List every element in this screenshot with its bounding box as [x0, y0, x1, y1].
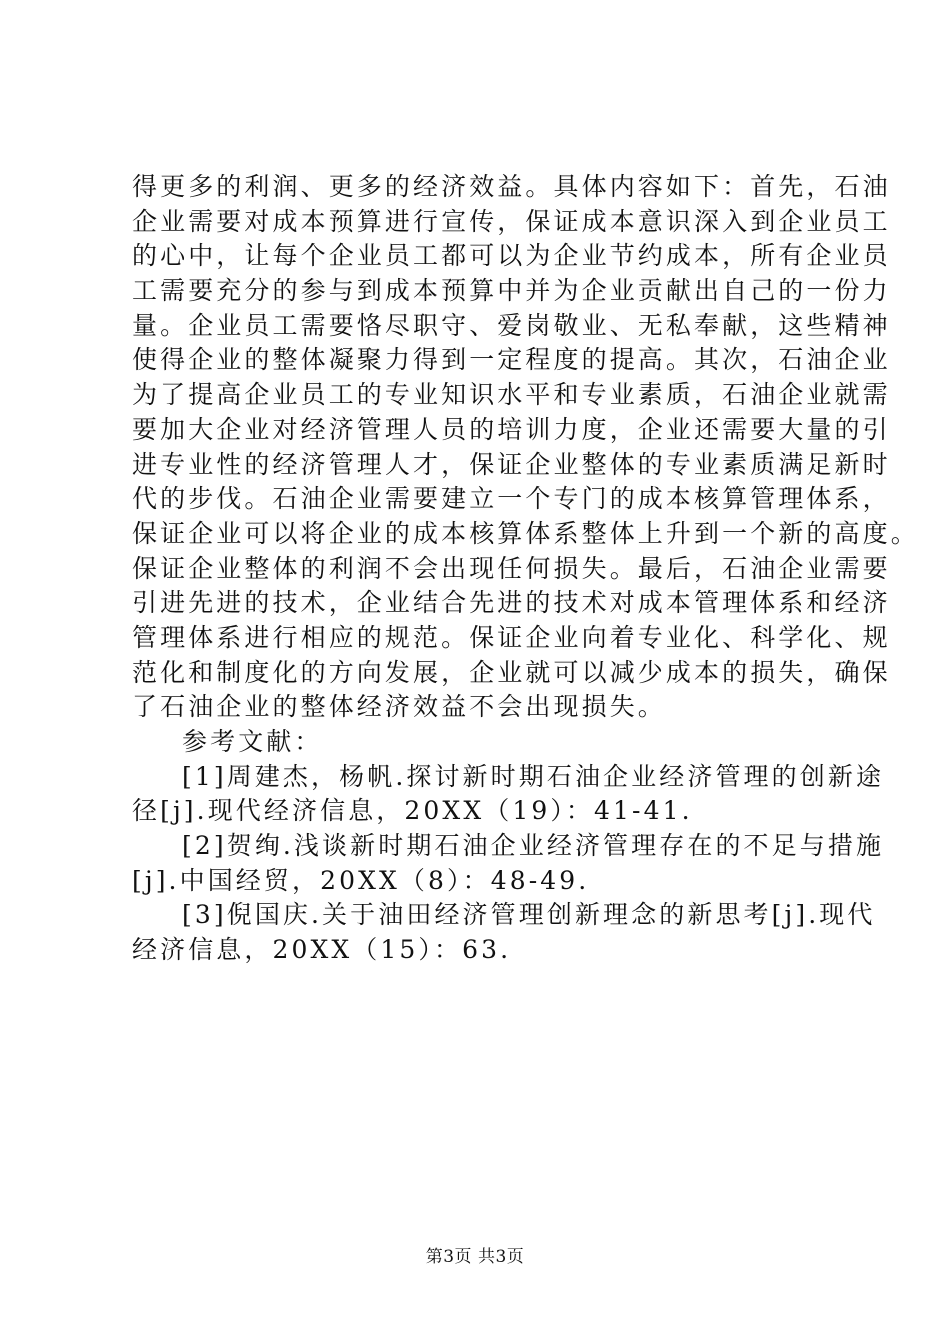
body-line: 为了提高企业员工的专业知识水平和专业素质，石油企业就需 [132, 380, 891, 410]
body-line: 保证企业整体的利润不会出现任何损失。最后，石油企业需要 [132, 553, 891, 583]
references-heading: 参考文献： [182, 727, 323, 756]
body-text [132, 170, 919, 968]
reference-item-2-line-2: [j].中国经贸，20XX（8）：48-49. [132, 865, 590, 895]
body-line: 企业需要对成本预算进行宣传，保证成本意识深入到企业员工 [132, 206, 891, 236]
body-line: 进专业性的经济管理人才，保证企业整体的专业素质满足新时 [132, 449, 891, 479]
body-line: 代的步伐。石油企业需要建立一个专门的成本核算管理体系， [132, 484, 891, 514]
body-line: 得更多的利润、更多的经济效益。具体内容如下：首先，石油 [132, 172, 891, 201]
body-line: 了石油企业的整体经济效益不会出现损失。 [132, 692, 666, 722]
body-line: 量。企业员工需要恪尽职守、爱岗敬业、无私奉献，这些精神 [132, 310, 891, 340]
body-line: 范化和制度化的方向发展，企业就可以减少成本的损失，确保 [132, 657, 891, 687]
reference-item-2-line-1: [2]贺绚.浅谈新时期石油企业经济管理存在的不足与措施 [182, 831, 885, 861]
body-line: 工需要充分的参与到成本预算中并为企业贡献出自己的一份力 [132, 276, 891, 306]
body-line: 要加大企业对经济管理人员的培训力度，企业还需要大量的引 [132, 414, 891, 444]
page-number-footer: 第3页 共3页 [425, 1247, 525, 1267]
reference-item-1-line-1: [1]周建杰，杨帆.探讨新时期石油企业经济管理的创新途 [182, 761, 885, 791]
body-line: 管理体系进行相应的规范。保证企业向着专业化、科学化、规 [132, 622, 891, 652]
reference-item-3-line-1: [3]倪国庆.关于油田经济管理创新理念的新思考[j].现代 [182, 900, 876, 930]
body-line: 使得企业的整体凝聚力得到一定程度的提高。其次，石油企业 [132, 345, 891, 375]
body-line: 的心中，让每个企业员工都可以为企业节约成本，所有企业员 [132, 241, 891, 271]
body-line: 引进先进的技术，企业结合先进的技术对成本管理体系和经济 [132, 588, 891, 618]
reference-item-3-line-2: 经济信息，20XX（15）：63. [132, 935, 512, 965]
reference-item-1-line-2: 径[j].现代经济信息，20XX（19）：41-41. [132, 796, 693, 826]
body-line: 保证企业可以将企业的成本核算体系整体上升到一个新的高度。 [132, 518, 919, 548]
